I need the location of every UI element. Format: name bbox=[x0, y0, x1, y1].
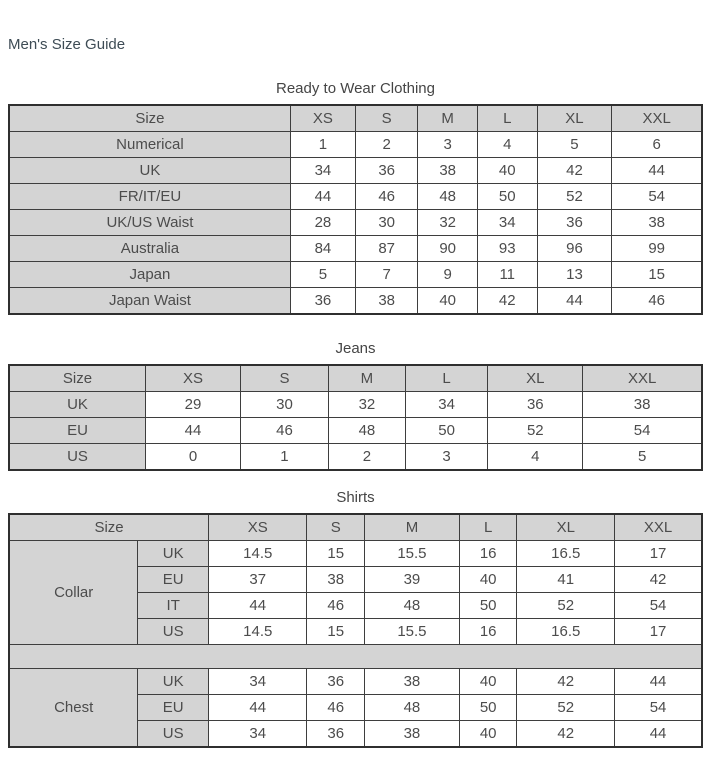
column-header: L bbox=[405, 365, 487, 392]
size-cell: 4 bbox=[477, 132, 537, 158]
column-header: XXL bbox=[583, 365, 702, 392]
row-label: US bbox=[138, 721, 209, 748]
ready-to-wear-table bbox=[8, 80, 703, 315]
column-header: XS bbox=[209, 514, 307, 541]
column-header: Size bbox=[9, 514, 209, 541]
size-cell: 36 bbox=[307, 721, 365, 748]
size-cell: 46 bbox=[356, 184, 418, 210]
size-cell: 6 bbox=[612, 132, 702, 158]
page-title: Men's Size Guide bbox=[8, 36, 126, 53]
size-cell: 48 bbox=[328, 418, 405, 444]
column-header: Size bbox=[9, 365, 146, 392]
row-label: EU bbox=[138, 695, 209, 721]
size-cell: 16.5 bbox=[517, 619, 615, 645]
size-cell: 93 bbox=[477, 236, 537, 262]
group-label: Chest bbox=[9, 669, 138, 748]
table-row bbox=[9, 210, 702, 236]
size-cell: 1 bbox=[240, 444, 328, 471]
spacer-row bbox=[9, 645, 702, 669]
size-cell: 34 bbox=[405, 392, 487, 418]
header-row bbox=[9, 105, 702, 132]
size-cell: 46 bbox=[307, 593, 365, 619]
size-cell: 28 bbox=[290, 210, 355, 236]
size-cell: 44 bbox=[615, 669, 702, 695]
table-row bbox=[9, 669, 702, 695]
size-cell: 96 bbox=[537, 236, 612, 262]
size-cell: 2 bbox=[328, 444, 405, 471]
table-row bbox=[9, 262, 702, 288]
size-cell: 46 bbox=[307, 695, 365, 721]
column-header: XXL bbox=[612, 105, 702, 132]
size-cell: 3 bbox=[418, 132, 478, 158]
size-cell: 52 bbox=[537, 184, 612, 210]
size-cell: 50 bbox=[477, 184, 537, 210]
column-header: XXL bbox=[615, 514, 702, 541]
size-cell: 37 bbox=[209, 567, 307, 593]
column-header: S bbox=[356, 105, 418, 132]
size-cell: 48 bbox=[364, 695, 459, 721]
size-cell: 15 bbox=[307, 541, 365, 567]
row-label: Japan bbox=[9, 262, 290, 288]
row-label: UK bbox=[138, 541, 209, 567]
size-cell: 34 bbox=[209, 669, 307, 695]
size-cell: 36 bbox=[307, 669, 365, 695]
size-cell: 52 bbox=[488, 418, 583, 444]
table-row bbox=[9, 418, 702, 444]
size-cell: 16.5 bbox=[517, 541, 615, 567]
size-cell: 4 bbox=[488, 444, 583, 471]
size-cell: 5 bbox=[290, 262, 355, 288]
size-cell: 14.5 bbox=[209, 541, 307, 567]
size-cell: 2 bbox=[356, 132, 418, 158]
size-cell: 84 bbox=[290, 236, 355, 262]
shirts-table bbox=[8, 489, 703, 748]
size-cell: 46 bbox=[240, 418, 328, 444]
table-caption: Shirts bbox=[336, 489, 375, 506]
column-header: M bbox=[328, 365, 405, 392]
row-label: Numerical bbox=[9, 132, 290, 158]
jeans-table bbox=[8, 340, 703, 471]
size-cell: 15.5 bbox=[364, 619, 459, 645]
column-header: Size bbox=[9, 105, 290, 132]
size-cell: 36 bbox=[356, 158, 418, 184]
row-label: US bbox=[9, 444, 146, 471]
size-cell: 44 bbox=[209, 695, 307, 721]
spacer-cell bbox=[9, 645, 702, 669]
size-cell: 44 bbox=[146, 418, 241, 444]
table-row bbox=[9, 392, 702, 418]
row-label: UK bbox=[9, 158, 290, 184]
size-cell: 30 bbox=[356, 210, 418, 236]
size-cell: 40 bbox=[459, 567, 517, 593]
table-row bbox=[9, 444, 702, 471]
size-cell: 42 bbox=[477, 288, 537, 315]
size-cell: 42 bbox=[615, 567, 702, 593]
size-cell: 38 bbox=[364, 721, 459, 748]
size-cell: 41 bbox=[517, 567, 615, 593]
size-cell: 29 bbox=[146, 392, 241, 418]
size-cell: 40 bbox=[459, 669, 517, 695]
table-caption: Ready to Wear Clothing bbox=[276, 80, 435, 97]
column-header: M bbox=[364, 514, 459, 541]
size-cell: 38 bbox=[307, 567, 365, 593]
size-cell: 34 bbox=[290, 158, 355, 184]
size-cell: 54 bbox=[612, 184, 702, 210]
row-label: FR/IT/EU bbox=[9, 184, 290, 210]
column-header: XS bbox=[290, 105, 355, 132]
row-label: UK/US Waist bbox=[9, 210, 290, 236]
size-cell: 42 bbox=[517, 669, 615, 695]
size-cell: 42 bbox=[537, 158, 612, 184]
size-cell: 54 bbox=[615, 593, 702, 619]
row-label: UK bbox=[9, 392, 146, 418]
size-cell: 46 bbox=[612, 288, 702, 315]
column-header: S bbox=[307, 514, 365, 541]
size-cell: 38 bbox=[612, 210, 702, 236]
column-header: XL bbox=[537, 105, 612, 132]
size-cell: 17 bbox=[615, 619, 702, 645]
size-cell: 36 bbox=[537, 210, 612, 236]
size-cell: 90 bbox=[418, 236, 478, 262]
row-label: EU bbox=[138, 567, 209, 593]
size-cell: 44 bbox=[615, 721, 702, 748]
column-header: XL bbox=[488, 365, 583, 392]
size-guide-tables bbox=[8, 80, 703, 748]
size-cell: 3 bbox=[405, 444, 487, 471]
size-cell: 50 bbox=[459, 695, 517, 721]
size-cell: 38 bbox=[356, 288, 418, 315]
size-cell: 16 bbox=[459, 619, 517, 645]
column-header: XL bbox=[517, 514, 615, 541]
header-row bbox=[9, 365, 702, 392]
size-cell: 54 bbox=[583, 418, 702, 444]
row-label: EU bbox=[9, 418, 146, 444]
size-cell: 40 bbox=[418, 288, 478, 315]
size-cell: 13 bbox=[537, 262, 612, 288]
row-label: Japan Waist bbox=[9, 288, 290, 315]
size-cell: 48 bbox=[364, 593, 459, 619]
size-cell: 44 bbox=[209, 593, 307, 619]
size-cell: 16 bbox=[459, 541, 517, 567]
size-cell: 38 bbox=[583, 392, 702, 418]
table-row bbox=[9, 158, 702, 184]
size-cell: 5 bbox=[537, 132, 612, 158]
size-cell: 14.5 bbox=[209, 619, 307, 645]
size-cell: 87 bbox=[356, 236, 418, 262]
size-cell: 44 bbox=[537, 288, 612, 315]
size-cell: 44 bbox=[290, 184, 355, 210]
group-label: Collar bbox=[9, 541, 138, 645]
table-caption: Jeans bbox=[335, 340, 376, 357]
size-cell: 34 bbox=[209, 721, 307, 748]
size-cell: 38 bbox=[418, 158, 478, 184]
table-row bbox=[9, 288, 702, 315]
row-label: Australia bbox=[9, 236, 290, 262]
size-cell: 17 bbox=[615, 541, 702, 567]
column-header: L bbox=[459, 514, 517, 541]
row-label: US bbox=[138, 619, 209, 645]
size-cell: 99 bbox=[612, 236, 702, 262]
size-cell: 36 bbox=[290, 288, 355, 315]
table-row bbox=[9, 541, 702, 567]
table-row bbox=[9, 184, 702, 210]
table-row bbox=[9, 132, 702, 158]
size-cell: 1 bbox=[290, 132, 355, 158]
size-cell: 7 bbox=[356, 262, 418, 288]
size-cell: 52 bbox=[517, 593, 615, 619]
header-row bbox=[9, 514, 702, 541]
size-cell: 11 bbox=[477, 262, 537, 288]
size-cell: 32 bbox=[418, 210, 478, 236]
size-cell: 15.5 bbox=[364, 541, 459, 567]
size-cell: 50 bbox=[405, 418, 487, 444]
size-cell: 40 bbox=[459, 721, 517, 748]
size-cell: 32 bbox=[328, 392, 405, 418]
size-cell: 36 bbox=[488, 392, 583, 418]
column-header: L bbox=[477, 105, 537, 132]
size-cell: 30 bbox=[240, 392, 328, 418]
table-row bbox=[9, 236, 702, 262]
row-label: UK bbox=[138, 669, 209, 695]
size-cell: 39 bbox=[364, 567, 459, 593]
size-cell: 9 bbox=[418, 262, 478, 288]
size-cell: 0 bbox=[146, 444, 241, 471]
size-cell: 15 bbox=[612, 262, 702, 288]
row-label: IT bbox=[138, 593, 209, 619]
size-cell: 34 bbox=[477, 210, 537, 236]
size-cell: 54 bbox=[615, 695, 702, 721]
size-cell: 44 bbox=[612, 158, 702, 184]
size-cell: 15 bbox=[307, 619, 365, 645]
size-cell: 48 bbox=[418, 184, 478, 210]
size-cell: 50 bbox=[459, 593, 517, 619]
size-cell: 52 bbox=[517, 695, 615, 721]
column-header: XS bbox=[146, 365, 241, 392]
size-cell: 42 bbox=[517, 721, 615, 748]
column-header: M bbox=[418, 105, 478, 132]
size-cell: 40 bbox=[477, 158, 537, 184]
size-cell: 5 bbox=[583, 444, 702, 471]
column-header: S bbox=[240, 365, 328, 392]
size-cell: 38 bbox=[364, 669, 459, 695]
